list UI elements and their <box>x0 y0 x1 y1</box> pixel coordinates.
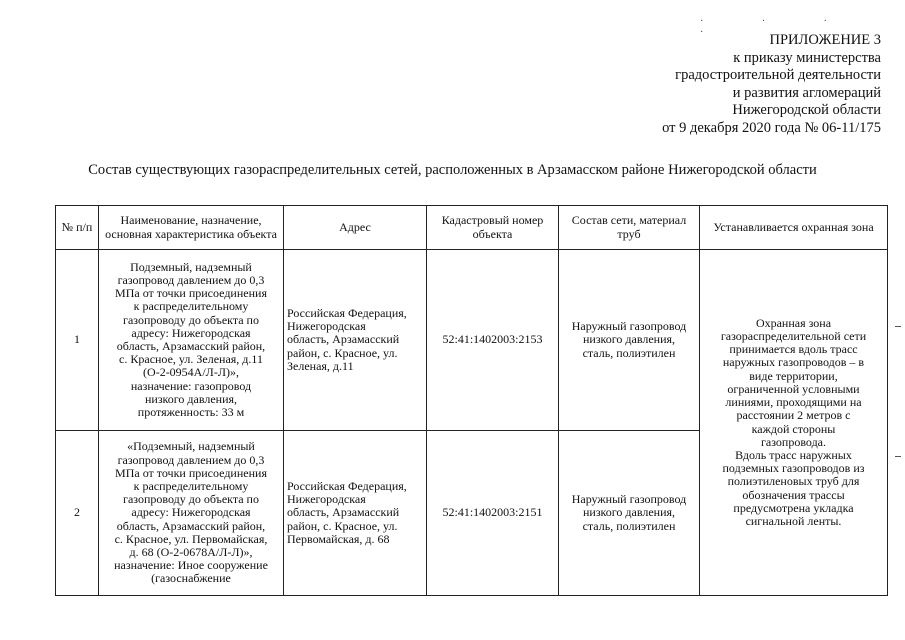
table-header-row <box>56 206 888 250</box>
column-header-number: № п/п <box>56 206 99 250</box>
description-line: протяженность: 33 м <box>137 406 245 420</box>
address-line: Первомайская, д. 68 <box>287 532 390 546</box>
object-address <box>284 431 427 596</box>
zone-line: газораспределительной сети <box>720 330 867 344</box>
description-line: (газоснабжение <box>151 572 231 586</box>
network-line: низкого давления, <box>582 506 676 520</box>
scan-edge-mark <box>895 456 901 457</box>
header-line: и развития агломераций <box>732 84 881 101</box>
document-title: Состав существующих газораспределительных сетей, расположенных в Арзамасском районе Нижегородской области <box>88 162 817 178</box>
column-header-network: Состав сети, материал труб <box>559 206 700 250</box>
address-line: Российская Федерация, <box>287 479 407 493</box>
zone-line: Охранная зона <box>755 316 832 330</box>
zone-line: газопровода. <box>760 435 826 449</box>
zone-line: принимается вдоль трасс <box>729 343 858 357</box>
object-description <box>99 250 284 431</box>
protection-zone <box>700 250 888 596</box>
zone-line: сигнальной ленты. <box>745 514 842 528</box>
description-line: с. Красное, ул. Первомайская, <box>114 532 268 546</box>
description-line: область, Арзамасский район, <box>116 340 266 353</box>
network-composition <box>559 431 700 596</box>
header-line: от 9 декабря 2020 года № 06-11/175 <box>662 119 881 136</box>
column-header-name: Наименование, назначение, основная характеристика объекта <box>99 206 284 250</box>
header-line: градостроительной деятельности <box>675 67 881 84</box>
network-composition <box>559 250 700 431</box>
network-line: сталь, полиэтилен <box>582 346 676 360</box>
network-line: низкого давления, <box>582 333 676 347</box>
description-line: газопроводу до объекта по <box>123 493 259 507</box>
zone-line: полиэтиленовых труб для <box>727 475 860 489</box>
description-line: область, Арзамасский район, <box>116 519 266 533</box>
column-header-address: Адрес <box>284 206 427 250</box>
column-header-cadastral: Кадастровый номер объекта <box>427 206 559 250</box>
network-line: сталь, полиэтилен <box>582 519 676 533</box>
address-line: область, Арзамасский <box>287 333 400 347</box>
description-line: к распределительному <box>133 479 249 493</box>
cadastral-number: 52:41:1402003:2153 <box>427 250 559 431</box>
description-line: газопровод давлением до 0,3 <box>117 273 265 287</box>
description-line: низкого давления, <box>144 392 238 406</box>
address-line: область, Арзамасский <box>287 506 400 520</box>
object-address <box>284 250 427 431</box>
object-description <box>99 431 284 596</box>
row-number: 2 <box>56 431 99 596</box>
zone-line: наружных газопроводов – в <box>722 356 865 370</box>
cadastral-number: 52:41:1402003:2151 <box>427 431 559 596</box>
address-line: Зеленая, д.11 <box>287 359 354 373</box>
address-line: Нижегородская <box>287 320 366 334</box>
description-line: назначение: Иное сооружение <box>114 559 268 573</box>
zone-line: виде территории, <box>749 369 838 383</box>
network-line: Наружный газопровод <box>571 320 687 334</box>
description-line: назначение: газопровод <box>130 379 252 393</box>
zone-line: Вдоль трасс наружных <box>735 448 852 462</box>
row-number: 1 <box>56 250 99 431</box>
address-line: Российская Федерация, <box>287 306 407 320</box>
appendix-header <box>581 32 881 138</box>
header-line: ПРИЛОЖЕНИЕ 3 <box>769 32 881 48</box>
description-line: газопровод давлением до 0,3 <box>117 453 265 467</box>
description-line: «Подземный, надземный <box>127 440 255 454</box>
description-line: к распределительному <box>133 300 249 314</box>
description-line: МПа от точки присоединения <box>115 466 267 480</box>
zone-line: обозначения трассы <box>742 488 845 502</box>
scan-specks: · · · · <box>700 16 855 38</box>
network-line: Наружный газопровод <box>571 493 687 507</box>
gas-network-table <box>55 205 888 596</box>
address-line: район, с. Красное, ул. <box>287 519 398 533</box>
address-line: район, с. Красное, ул. <box>287 346 398 360</box>
description-line: МПа от точки присоединения <box>115 287 267 301</box>
zone-line: подземных газопроводов из <box>722 462 865 476</box>
description-line: адресу: Нижегородская <box>131 326 251 340</box>
address-line: Нижегородская <box>287 493 366 507</box>
header-line: Нижегородской области <box>732 102 881 119</box>
scan-edge-mark <box>895 326 901 327</box>
table-row <box>56 250 888 431</box>
description-line: газопроводу до объекта по <box>123 313 259 327</box>
description-line: Подземный, надземный <box>130 260 252 274</box>
description-line: (О-2-0954А/Л-Л)», <box>143 366 239 380</box>
description-line: адресу: Нижегородская <box>131 506 251 520</box>
column-header-zone: Устанавливается охранная зона <box>700 206 888 250</box>
header-line: к приказу министерства <box>733 49 881 66</box>
zone-line: ограниченной условными <box>727 382 860 396</box>
zone-line: предусмотрена укладка <box>733 501 854 515</box>
description-line: с. Красное, ул. Зеленая, д.11 <box>119 353 263 367</box>
description-line: д. 68 (О-2-0678А/Л-Л)», <box>129 546 253 559</box>
zone-line: расстоянии 2 метров с <box>736 409 851 423</box>
zone-line: линиями, проходящими на <box>725 396 862 410</box>
zone-line: каждой стороны <box>751 422 836 436</box>
